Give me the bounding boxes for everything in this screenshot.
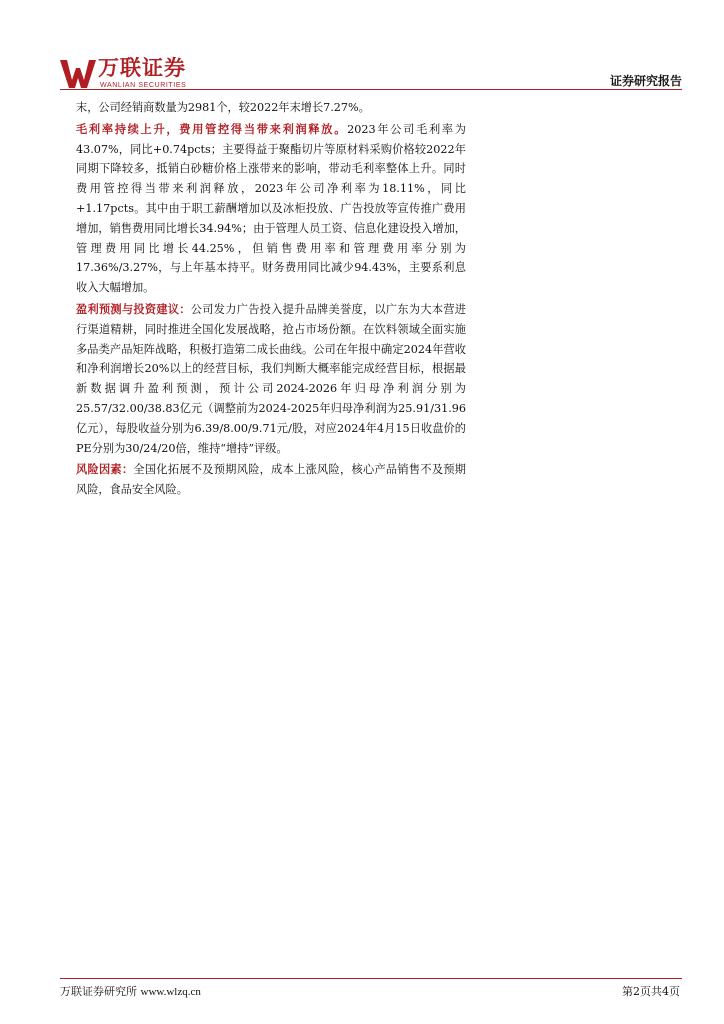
paragraph-text: 全国化拓展不及预期风险，成本上涨风险，核心产品销售不及预期风险，食品安全风险。 <box>76 463 466 497</box>
page-number: 第2页共4页 <box>622 985 680 998</box>
paragraph-risk <box>76 460 466 500</box>
paragraph-forecast <box>76 300 466 458</box>
footer-url-link[interactable]: www.wlzq.cn <box>140 986 201 998</box>
logo-english-name: WANLIAN SECURITIES <box>100 82 187 89</box>
paragraph-lead: 盈利预测与投资建议： <box>76 302 191 316</box>
logo-chinese-name: 万联证券 <box>98 56 186 80</box>
footer-source <box>60 983 201 999</box>
paragraph-lead: 毛利率持续上升，费用管控得当带来利润释放。 <box>76 122 348 136</box>
report-type-label: 证券研究报告 <box>609 74 682 88</box>
paragraph-text: 2023年公司毛利率为43.07%，同比+0.74pcts；主要得益于聚酯切片等原材料采购价格较2022年同期下降较多，抵销白砂糖价格上涨带来的影响，带动毛利率整体上升。同时费用管控得当带来利润释放，2023年公司净利率为18.11%，同比+1.17pcts。其中由于职工薪酬增加以及冰柜投放、广告投放等宣传推广费用增加，销售费用同比增长34.94%；由于管理人员工资、信息化建设投入增加，管理费用同比增长44.25%，但销售费用率和管理费用率分别为17.36%/3.27%，与上年基本持平。财务费用同比减少94.43%，主要系利息收入大幅增加。 <box>76 122 466 295</box>
report-body <box>76 98 466 500</box>
header-divider <box>60 89 682 90</box>
paragraph-gross-margin <box>76 120 466 298</box>
paragraph-lead: 风险因素： <box>76 463 134 477</box>
paragraph-text: 末，公司经销商数量为2981个，较2022年末增长7.27%。 <box>76 101 370 114</box>
paragraph-text: 公司发力广告投入提升品牌美誉度，以广东为大本营进行渠道精耕，同时推进全国化发展战略，抢占市场份额。在饮料领域全面实施多品类产品矩阵战略，积极打造第二成长曲线。公司在年报中确定2024年营收和净利润增长20%以上的经营目标，我们判断大概率能完成经营目标，根据最新数据调升盈利预测，预计公司2024-2026年归母净利润分别为25.57/32.00/38.83亿元（调整前为2024-2025年归母净利润为25.91/31.96亿元），每股收益分别为6.39/8.00/9.71元/股，对应2024年4月15日收盘价的PE分别为30/24/20倍，维持“增持”评级。 <box>76 302 466 455</box>
footer-institute: 万联证券研究所 <box>60 985 137 998</box>
paragraph-distributors <box>76 98 466 118</box>
footer-divider <box>60 978 682 979</box>
wanlian-logo-mark-icon <box>60 56 96 90</box>
